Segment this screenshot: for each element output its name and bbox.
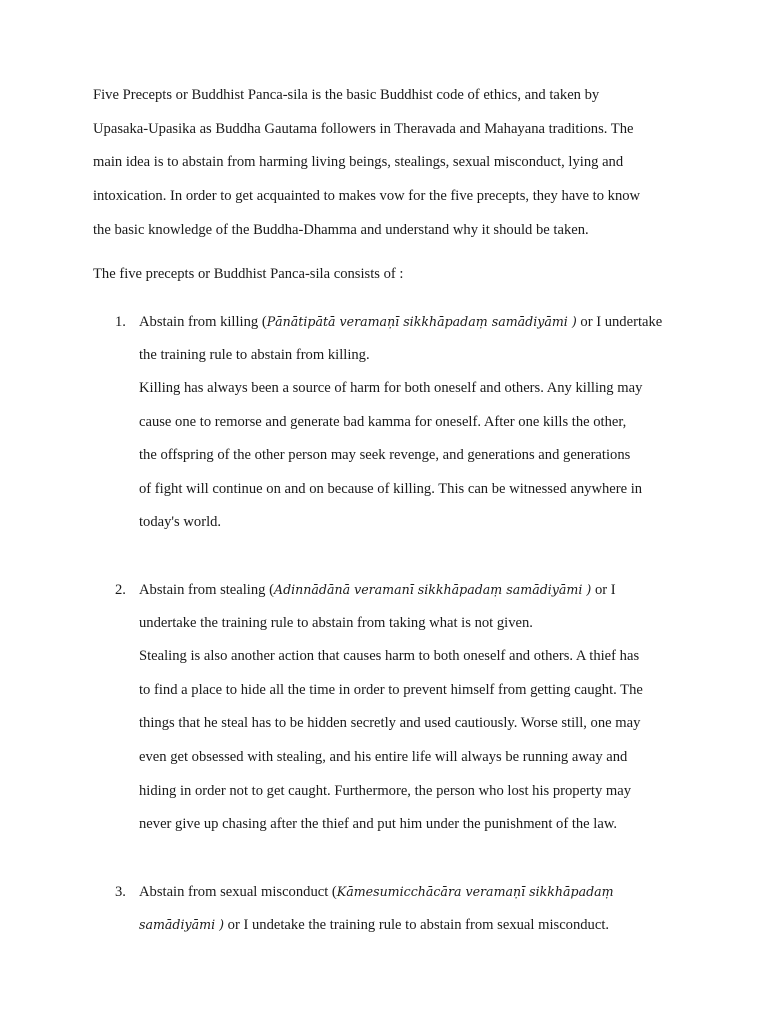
intro-line-4: intoxication. In order to get acquainted to makes vow for the five precepts, they have to know bbox=[93, 188, 641, 204]
precept-3-title-prefix: Abstain from sexual misconduct ( bbox=[139, 884, 337, 900]
precept-1-title-prefix: Abstain from killing ( bbox=[139, 314, 267, 330]
precept-1-number: 1. bbox=[115, 314, 126, 330]
precept-3-title bbox=[139, 883, 614, 901]
precept-2-title-suffix: or I bbox=[591, 582, 616, 598]
precept-1-body-line-3: the offspring of the other person may seek revenge, and generations and generations bbox=[139, 447, 631, 463]
precept-3-number: 3. bbox=[115, 884, 126, 900]
precept-3-pali-continued: samādiyāmi ) bbox=[139, 917, 225, 932]
precept-1-body-line-1: Killing has always been a source of harm for both oneself and others. Any killing may bbox=[139, 380, 643, 396]
precept-1-body-line-5: today's world. bbox=[139, 514, 222, 530]
list-lead-in: The five precepts or Buddhist Panca-sila consists of : bbox=[93, 266, 404, 282]
precept-2-body-line-5: hiding in order not to get caught. Furthermore, the person who lost his property may bbox=[139, 783, 632, 799]
precept-2-body-line-1: Stealing is also another action that causes harm to both oneself and others. A thief has bbox=[139, 648, 640, 664]
intro-line-5: the basic knowledge of the Buddha-Dhamma and understand why it should be taken. bbox=[93, 222, 589, 238]
precept-2-body-line-4: even get obsessed with stealing, and his entire life will always be running away and bbox=[139, 749, 628, 765]
precept-2-body-line-6: never give up chasing after the thief and put him under the punishment of the law. bbox=[139, 816, 618, 832]
precept-3-pali: Kāmesumicchācāra veramaṇī sikkhāpadaṃ bbox=[336, 884, 614, 899]
intro-line-2: Upasaka-Upasika as Buddha Gautama followers in Theravada and Mahayana traditions. The bbox=[93, 121, 634, 137]
precept-2-title-prefix: Abstain from stealing ( bbox=[139, 582, 274, 598]
precept-2-title-line-2: undertake the training rule to abstain from taking what is not given. bbox=[139, 615, 533, 631]
precept-1-pali: Pānātipātā veramaṇī sikkhāpadaṃ samādiyāmi ) bbox=[266, 314, 577, 329]
precept-1-body-line-2: cause one to remorse and generate bad kamma for oneself. After one kills the other, bbox=[139, 414, 627, 430]
precept-2-title bbox=[139, 581, 616, 599]
precept-2-pali: Adinnādānā veramanī sikkhāpadaṃ samādiyāmi ) bbox=[273, 582, 592, 597]
precept-1-body-line-4: of fight will continue on and on because of killing. This can be witnessed anywhere in bbox=[139, 481, 643, 497]
precept-1-title-line-2: the training rule to abstain from killing. bbox=[139, 347, 370, 363]
precept-1-title-suffix: or I undertake bbox=[576, 314, 663, 330]
precept-2-number: 2. bbox=[115, 582, 126, 598]
intro-line-1: Five Precepts or Buddhist Panca-sila is the basic Buddhist code of ethics, and taken by bbox=[93, 87, 600, 103]
precept-3-title-line-2-text: or I undetake the training rule to abstain from sexual misconduct. bbox=[224, 917, 610, 933]
precept-2-body-line-3: things that he steal has to be hidden secretly and used cautiously. Worse still, one may bbox=[139, 715, 641, 731]
precept-3-title-line-2 bbox=[139, 916, 609, 934]
intro-line-3: main idea is to abstain from harming living beings, stealings, sexual misconduct, lying and bbox=[93, 154, 624, 170]
precept-1-title bbox=[139, 313, 662, 331]
precept-2-body-line-2: to find a place to hide all the time in order to prevent himself from getting caught. The bbox=[139, 682, 643, 698]
